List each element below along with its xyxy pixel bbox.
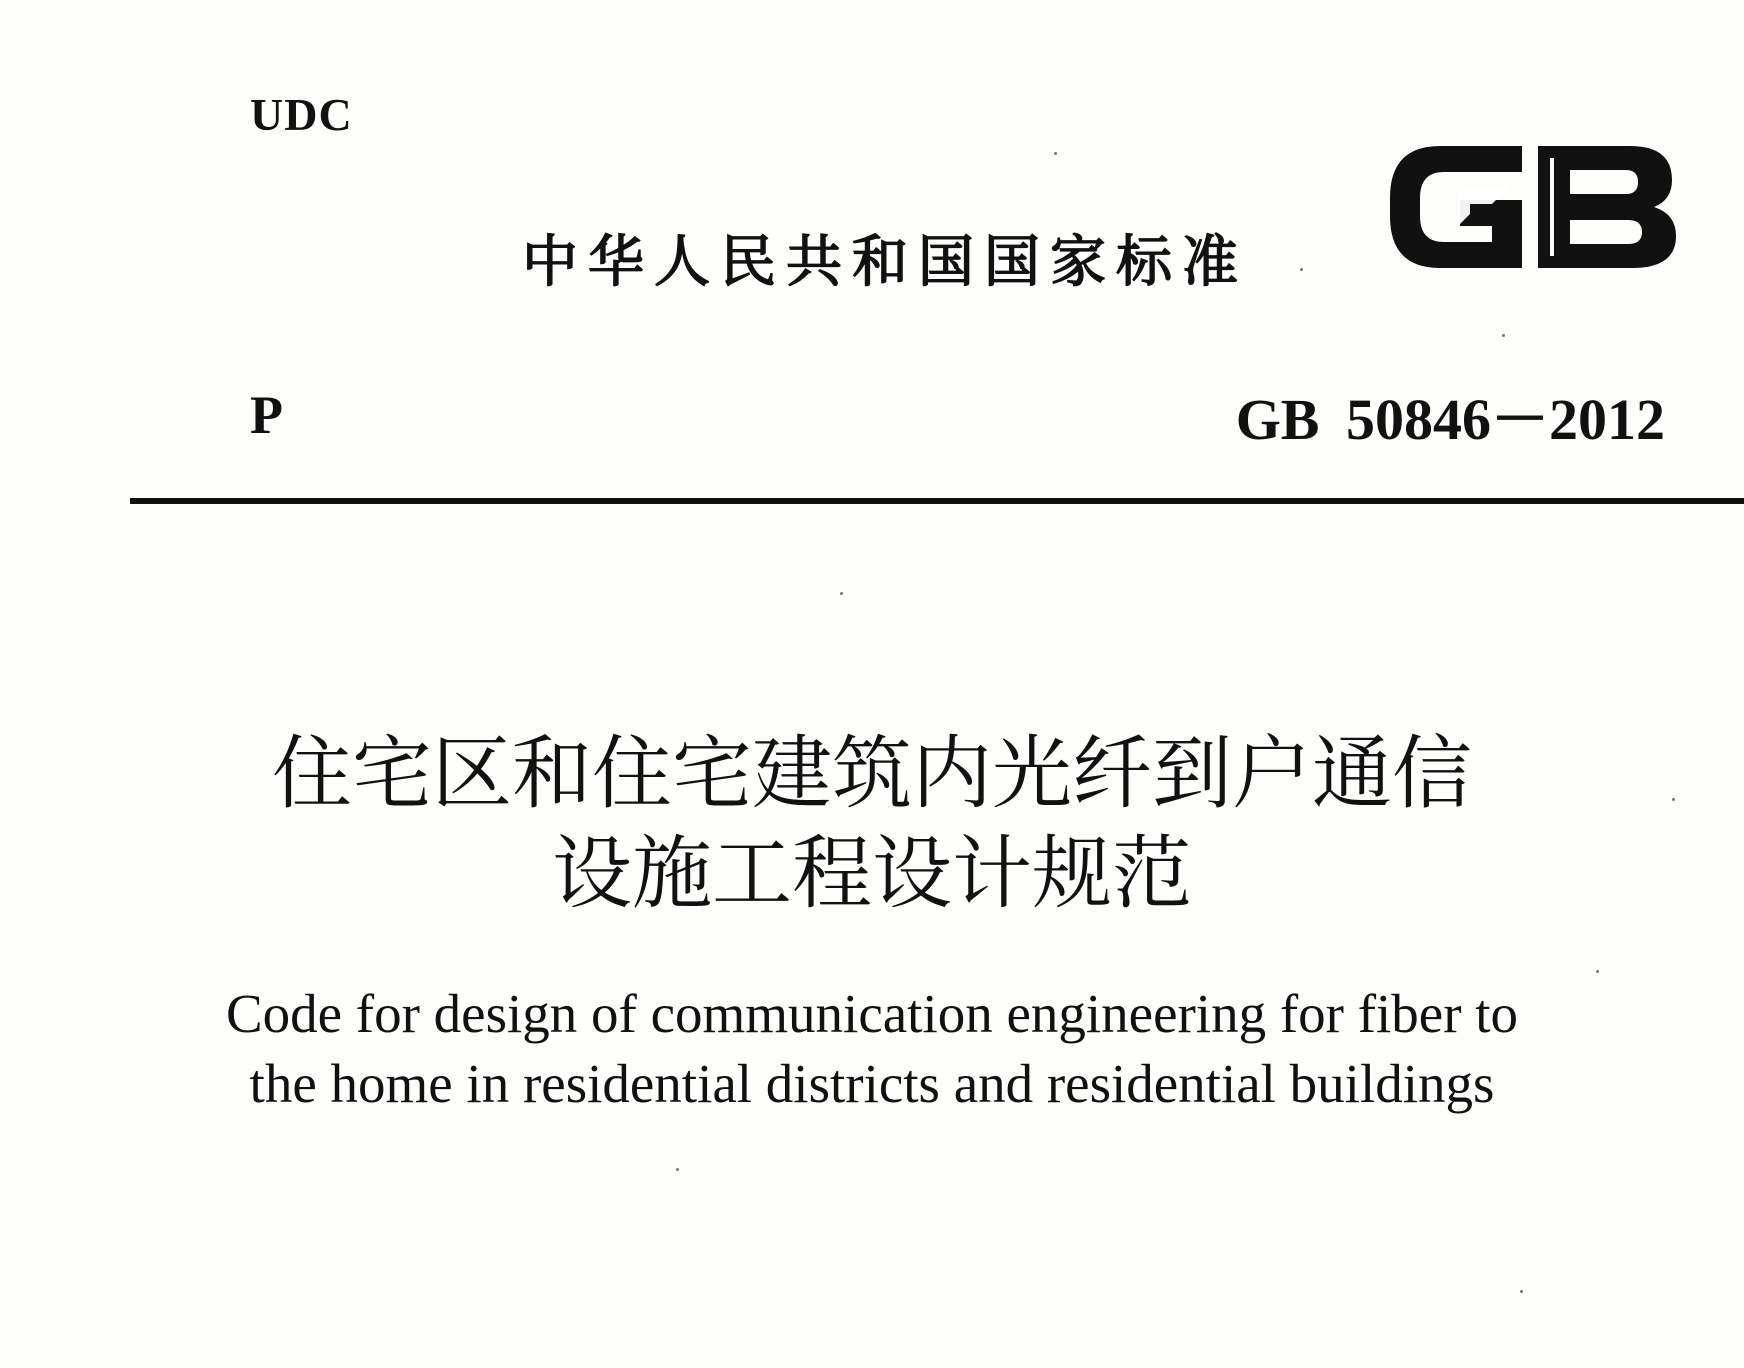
scan-speck: [1300, 268, 1303, 271]
gb-logo: [1380, 128, 1680, 286]
classification-code: P: [250, 385, 283, 445]
chinese-title-line1: 住宅区和住宅建筑内光纤到户通信: [272, 727, 1472, 820]
scan-speck: [1596, 970, 1599, 973]
english-title-line1: Code for design of communication engineering for fiber to: [225, 983, 1519, 1044]
gb-logo-mark: [1390, 146, 1676, 268]
scan-speck: [1520, 1290, 1523, 1293]
scan-speck: [1672, 798, 1675, 801]
udc-label: UDC: [250, 89, 353, 140]
english-title-line2: the home in residential districts and residential buildings: [249, 1053, 1495, 1114]
standard-number: GB 50846－2012: [1235, 387, 1665, 452]
scan-speck: [1054, 152, 1057, 155]
scan-speck: [1502, 334, 1505, 337]
chinese-title-line2: 设施工程设计规范: [552, 827, 1192, 920]
header-rule: [130, 498, 1744, 504]
scan-speck: [676, 1168, 679, 1171]
national-standard-heading: 中华人民共和国国家标准: [522, 230, 1248, 295]
scan-speck: [840, 592, 843, 595]
